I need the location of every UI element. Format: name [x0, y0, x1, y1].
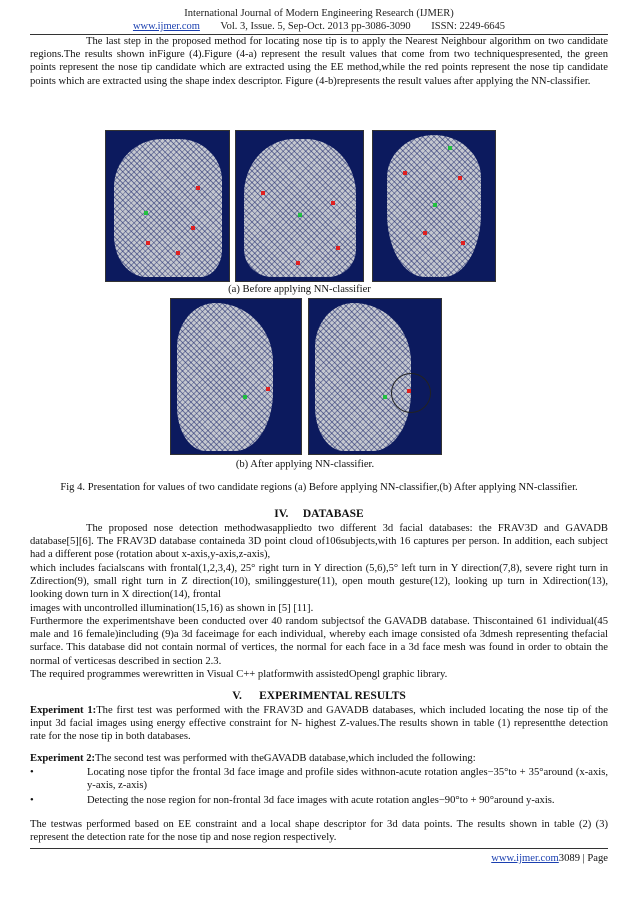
bullet-marker: • [30, 767, 34, 778]
figure-b-panel-2 [308, 298, 442, 455]
section-number: IV. [274, 508, 289, 520]
database-paragraph-3: The required programmes werewritten in Visual C++ platformwith assistedOpengl graphic library. [30, 669, 448, 680]
experiment-1-paragraph [30, 704, 608, 744]
section-number: V. [232, 690, 242, 702]
bullet-text: Detecting the nose region for non-frontal 3d face images with acute rotation angles−90°to + 90°around y-axis. [87, 795, 555, 806]
face-point-cloud [244, 139, 356, 277]
figure-a-caption: (a) Before applying NN-classifier [228, 284, 371, 295]
green-candidate-point [448, 146, 452, 150]
green-candidate-point [383, 395, 387, 399]
red-candidate-point [146, 241, 150, 245]
bullet-marker: • [30, 795, 34, 806]
red-candidate-point [196, 186, 200, 190]
red-candidate-point [407, 389, 411, 393]
figure-b-caption: (b) After applying NN-classifier. [235, 459, 375, 470]
header-info-line [0, 21, 638, 32]
green-candidate-point [144, 211, 148, 215]
footer-page-number: 3089 | Page [558, 853, 608, 864]
experiment-1-text: The first test was performed with the FRAV3D and GAVADB databases, which included locating the nose tip of the input 3d facial images using energy effective constraint for N- highest Z-values.The results shown in table (1) representthe detection rate for the nose tip in both databases. [30, 705, 608, 743]
section-title: EXPERIMENTAL RESULTS [259, 690, 406, 702]
bullet-text: Locating nose tipfor the frontal 3d face image and profile sides withnon-acute rotation angles−35°to + 35°around (x-axis, y-axis, z-axis) [87, 767, 608, 792]
red-candidate-point [296, 261, 300, 265]
face-profile-point-cloud [315, 303, 411, 451]
section-heading-database [0, 508, 638, 520]
face-profile-point-cloud [177, 303, 273, 451]
database-paragraph-1b: which includes facialscans with frontal(1,2,3,4), 25° right turn in Y direction (5,6),5° left turn in Y direction(7,8), severe right turn in Zdirection(9), small right turn in Z direction(10), smilinggesture(11), open mouth gesture(12), looking up turn in Xdirection(13), looking down turn in X direction(14), frontal [30, 563, 608, 601]
green-candidate-point [433, 203, 437, 207]
page-footer [491, 853, 608, 864]
experiment-2-text: The second test was performed with theGAVADB database,which included the following: [95, 753, 476, 764]
experiment-2-label: Experiment 2: [30, 753, 96, 764]
red-candidate-point [336, 246, 340, 250]
database-paragraph-1: The proposed nose detection methodwasappliedto two different 3d facial databases: the FRAV3D and GAVADB database[5][6]. The FRAV3D database containeda 3D point cloud of106subjects,with 16 captures per person. In addition, each subject had a different pose (rotation about x-axis,y-axis,z-axis), [30, 523, 608, 561]
red-candidate-point [191, 226, 195, 230]
results-closing-paragraph: The testwas performed based on EE constraint and a local shape descriptor for 3d data points. The results shown in table (2) (3) represent the detection rate for the nose tip and nose region respectively. [30, 819, 608, 844]
red-candidate-point [458, 176, 462, 180]
red-candidate-point [266, 387, 270, 391]
red-candidate-point [331, 201, 335, 205]
header-issn: ISSN: 2249-6645 [431, 21, 506, 32]
nose-region-circle [391, 373, 431, 413]
figure-a-panel-3 [372, 130, 496, 282]
journal-title: International Journal of Modern Engineering Research (IJMER) [184, 8, 454, 19]
experiment-2-paragraph [30, 752, 608, 765]
bullet-item-2 [30, 794, 608, 807]
section-heading-results [0, 690, 638, 702]
red-candidate-point [423, 231, 427, 235]
red-candidate-point [403, 171, 407, 175]
figure-caption: Fig 4. Presentation for values of two candidate regions (a) Before applying NN-classifier,(b) After applying NN-classifier. [60, 482, 578, 493]
section-title: DATABASE [302, 508, 364, 520]
database-paragraph-2: Furthermore the experimentshave been conducted over 40 random subjectsof the GAVADB database. Thiscontained 61 individual(45 male and 16 female)including (9)a 3d faceimage for each individual, whereby each image consisted ofa 3dmesh representing thefacial surface. This database did not contain normal of vertices, the normal for each face in a 3d face mesh was found in order to obtain the normal of verticesas described in section 2.3. [30, 616, 608, 667]
figure-b-panel-1 [170, 298, 302, 455]
bullet-item-1 [30, 766, 608, 792]
intro-paragraph: The last step in the proposed method for locating nose tip is to apply the Nearest Neighbour algorithm on two candidate regions.The results shown inFigure (4).Figure (4-a) represent the result values that come from two techniquespresented, the green points represent the nose tip candidate which are extracted using the EE method,while the red points represent the nose tip candidate points which are extracted using the shape index descriptor. Figure (4-b)represents the result values after applying the NN-classifier. [30, 36, 608, 87]
footer-rule [30, 848, 608, 849]
red-candidate-point [176, 251, 180, 255]
experiment-1-label: Experiment 1: [30, 705, 97, 716]
header-volume: Vol. 3, Issue. 5, Sep-Oct. 2013 pp-3086-3090 [220, 21, 411, 32]
header-site-link[interactable]: www.ijmer.com [132, 21, 200, 32]
face-point-cloud [114, 139, 222, 277]
green-candidate-point [298, 213, 302, 217]
figure-a-panel-2 [235, 130, 364, 282]
red-candidate-point [261, 191, 265, 195]
figure-a-panel-1 [105, 130, 230, 282]
red-candidate-point [461, 241, 465, 245]
database-paragraph-1c: images with uncontrolled illumination(15,16) as shown in [5] [11]. [30, 603, 314, 614]
green-candidate-point [243, 395, 247, 399]
footer-site-link[interactable]: www.ijmer.com [491, 853, 559, 864]
